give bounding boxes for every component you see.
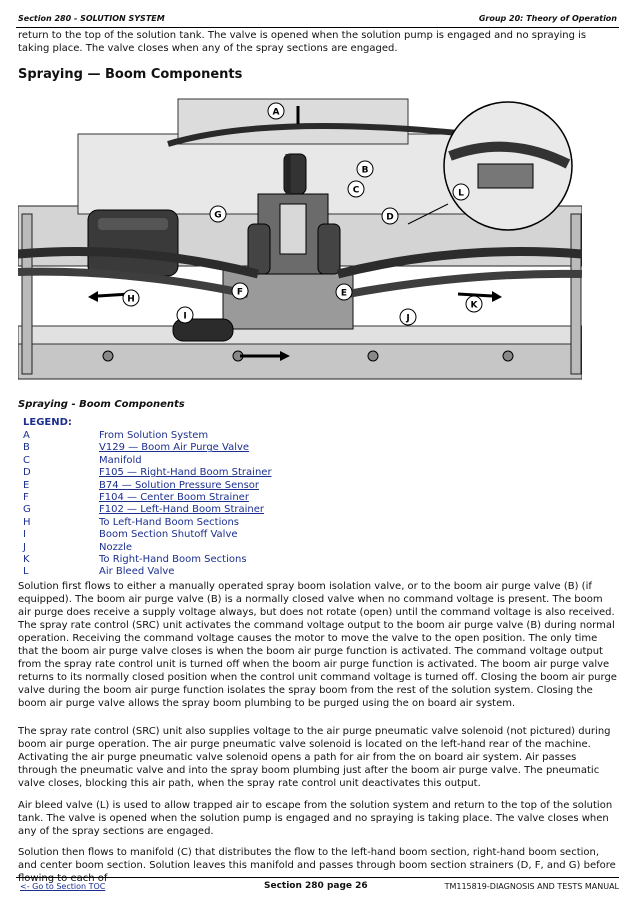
intro-paragraph: return to the top of the solution tank. The valve is opened when the solution pump is engaged and no spraying is taking place. The valve closes when any of the spray sections are engaged. [18, 30, 587, 54]
legend-key: G [23, 504, 31, 516]
svg-text:K: K [470, 300, 478, 311]
manual-id: TM115819-DIAGNOSIS AND TESTS MANUAL [444, 882, 619, 891]
callout-k [466, 296, 482, 312]
legend-key: K [23, 553, 30, 565]
legend-key: H [23, 516, 31, 528]
legend-key: F [23, 491, 29, 503]
callout-d [382, 208, 398, 224]
boom-components-figure [18, 94, 582, 389]
legend-key: E [23, 479, 30, 491]
callout-l [453, 184, 469, 200]
legend-item[interactable] [23, 504, 323, 516]
page-header [16, 12, 619, 28]
legend-link[interactable]: F102 — Left-Hand Boom Strainer [99, 504, 265, 516]
callout-j [400, 309, 416, 325]
section-toc-link[interactable]: <- Go to Section TOC [20, 882, 106, 891]
callout-h [123, 290, 139, 306]
header-group: Group 20: Theory of Operation [478, 14, 617, 23]
legend-key: C [23, 454, 30, 466]
legend-link[interactable]: B74 — Solution Pressure Sensor [99, 479, 260, 491]
legend-key: D [23, 467, 31, 479]
svg-text:L: L [458, 188, 464, 199]
callout-e [336, 284, 352, 300]
callout-g [210, 206, 226, 222]
svg-text:B: B [361, 165, 369, 176]
callout-a [268, 103, 284, 119]
legend-text: To Left-Hand Boom Sections [99, 516, 240, 528]
legend-item [23, 455, 323, 467]
svg-text:C: C [352, 185, 360, 196]
svg-text:H: H [127, 294, 135, 305]
body-paragraph-manifold: Solution then flows to manifold (C) that distributes the flow to the left-hand boom section, right-hand boom section, and center boom section. Solution leaves this manifold and passes through boom section strainers (D, F, and G) before flowing to each of [18, 847, 616, 884]
legend-item [23, 566, 323, 578]
legend-item[interactable] [23, 480, 323, 492]
legend-item [23, 529, 323, 541]
legend-text: Manifold [99, 454, 142, 466]
body-paragraph-air-purge-valve: Solution first flows to either a manually operated spray boom isolation valve, or to the boom air purge valve (B) (if equipped). The boom air purge valve (B) is a normally closed valve when no command voltage is present. The boom air purge does receive a supply voltage always, but does not rotate (open) until the command voltage is also received. The spray rate control (SRC) unit activates the command voltage output to the boom air purge valve (B) during normal operation. Receiving the command voltage causes the motor to move the valve to the open position. The only time that the boom air purge valve closes is when the boom air purge function is activated. The command voltage output from the spray rate control unit is turned off when the boom air purge function is activated. The boom air purge valve returns to its normally closed position when the control unit command voltage is turned off. Closing the boom air purge valve during the boom air purge function isolates the spray boom from the rest of the solution system. Closing the boom air purge valve allows the spray boom plumbing to be purged using the on board air system. [18, 581, 617, 709]
legend-key: B [23, 442, 30, 454]
legend-text: Nozzle [99, 541, 133, 553]
svg-text:J: J [406, 313, 410, 324]
legend-item [23, 430, 323, 442]
legend-title: LEGEND: [23, 417, 72, 428]
legend-item [23, 517, 323, 529]
svg-text:G: G [214, 210, 222, 221]
legend-key: A [23, 430, 30, 441]
callout-c [348, 181, 364, 197]
svg-text:D: D [386, 212, 394, 223]
legend-item [23, 554, 323, 566]
svg-text:I: I [183, 311, 187, 322]
legend-list [23, 430, 323, 579]
legend-key: L [23, 566, 29, 578]
page-number: Section 280 page 26 [264, 881, 368, 891]
legend-item [23, 542, 323, 554]
callout-i [177, 307, 193, 323]
boom-components-illustration [18, 94, 582, 389]
figure-caption: Spraying - Boom Components [18, 399, 185, 410]
callout-b [357, 161, 373, 177]
body-paragraph-pneumatic-solenoid: The spray rate control (SRC) unit also supplies voltage to the air purge pneumatic valve solenoid (not pictured) during boom air purge operation. The air purge pneumatic valve solenoid is located on the left-hand rear of the machine. Activating the air purge pneumatic valve solenoid opens a path for air from the on board air system. Air passes through the pneumatic valve and into the spray boom plumbing just after the boom air purge valve. The pneumatic valve closes, blocking this air path, when the spray rate control unit deactivates this output. [18, 726, 611, 789]
legend-item[interactable] [23, 467, 323, 479]
legend-key: I [23, 529, 26, 541]
legend-item[interactable] [23, 442, 323, 454]
svg-text:E: E [340, 288, 348, 299]
callout-f [232, 283, 248, 299]
legend-item[interactable] [23, 492, 323, 504]
legend-key: J [23, 541, 26, 553]
section-title: Spraying — Boom Components [18, 67, 243, 82]
legend-link[interactable]: F105 — Right-Hand Boom Strainer [99, 467, 272, 479]
legend-link[interactable]: F104 — Center Boom Strainer [99, 491, 249, 503]
legend-text: To Right-Hand Boom Sections [99, 553, 247, 565]
legend-text: Boom Section Shutoff Valve [99, 529, 238, 541]
page-footer [16, 877, 619, 894]
legend-text: Air Bleed Valve [99, 566, 175, 578]
legend-text: From Solution System [99, 430, 209, 441]
svg-text:A: A [272, 107, 280, 118]
svg-text:F: F [236, 287, 244, 298]
header-section: Section 280 - SOLUTION SYSTEM [18, 14, 165, 23]
legend-link[interactable]: V129 — Boom Air Purge Valve [99, 442, 250, 454]
body-paragraph-air-bleed-valve: Air bleed valve (L) is used to allow trapped air to escape from the solution system and return to the top of the solution tank. The valve is opened when the solution pump is engaged and no spraying is taking place. The valve closes when any of the spray sections are engaged. [18, 800, 613, 837]
